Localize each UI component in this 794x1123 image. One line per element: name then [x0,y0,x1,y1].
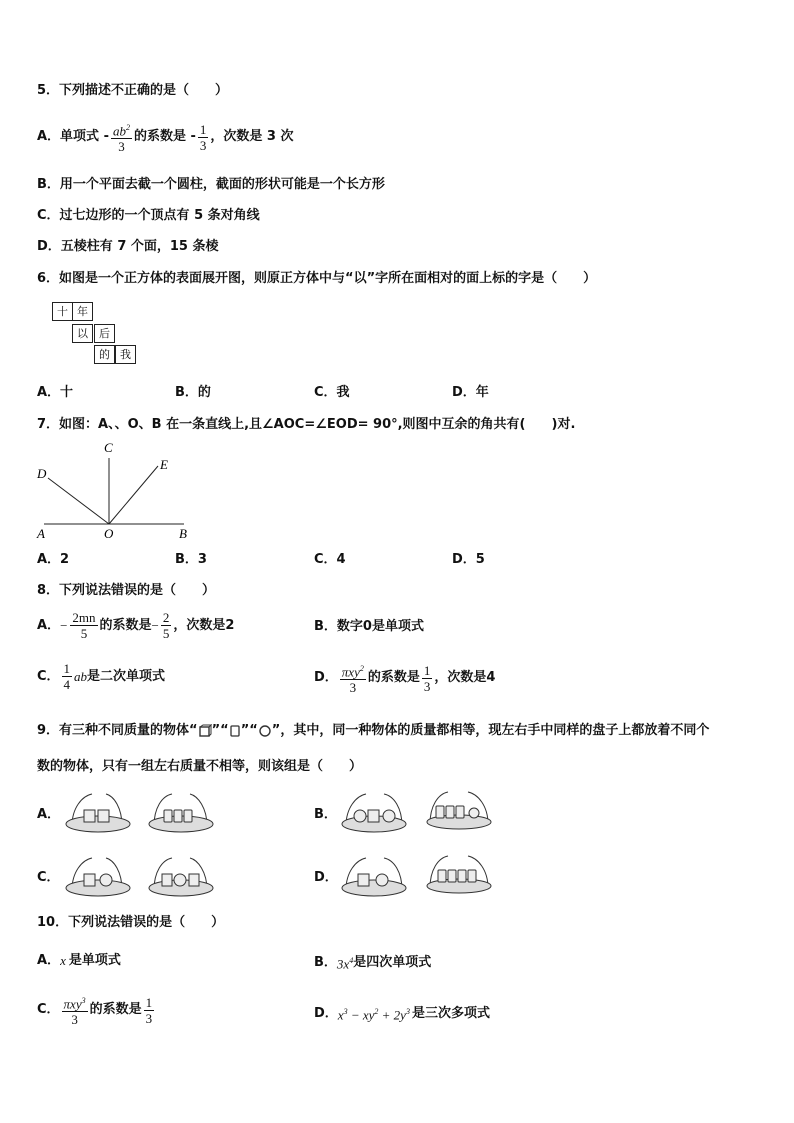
q9-stem-part-a: 9．有三种不同质量的物体“ [37,723,198,738]
q7-stem: 7．如图：A、、O、B 在一条直线上,且∠AOC=∠EOD= 90°,则图中互余的角共有( )对. [37,417,576,432]
q9-stem-part-c: ”“ [240,723,258,738]
q10-c-frac-sup: 3 [81,996,86,1005]
q8-a-frac-num: 2mn [72,610,96,625]
option-a-plates-image [62,788,224,840]
q5-a-frac-sup: 2 [125,123,130,132]
q10-c-label: C． [37,1002,60,1018]
q5-a-frac2-num: 1 [199,121,207,137]
q10-b-expr-base: 3x [336,956,350,972]
net-cell-4: 后 [94,324,115,343]
q8-a-frac-den: 5 [80,626,88,641]
q9-option-b-label: B． [314,807,337,822]
q10-option-a [37,952,121,970]
q10-d-sup2: 2 [374,1007,379,1016]
q8-option-b: B．数字0是单项式 [314,619,424,634]
q10-d-label: D． [314,1005,338,1021]
net-cell-6: 我 [115,345,136,364]
ray-OD [48,478,109,524]
ray-OE [109,466,158,524]
q8-a-fraction2 [161,610,172,641]
q10-a-tail: 是单项式 [68,953,121,968]
q8-a-fraction [70,610,97,641]
label-B: B [179,526,187,541]
q8-a-frac2-num: 2 [162,610,170,625]
q5-a-fraction2 [198,122,209,153]
q8-d-frac-num: πxy [341,664,360,680]
q9-stem-part-b: ”“ [211,723,229,738]
q5-a-frac-den: 3 [118,139,125,155]
q10-d-expr-part1: x [337,1007,344,1023]
q10-c-fraction2 [144,995,155,1026]
ball-object-icon [258,724,272,738]
cylinder-object-icon [229,724,241,738]
q10-a-var: x [60,953,66,968]
q5-a-fraction [111,120,132,154]
q9-option-d-label: D． [314,870,338,885]
label-D: D [37,466,47,481]
q6-option-b: B．的 [175,385,211,400]
q8-c-frac-num: 1 [63,661,71,676]
q8-c-label: C． [37,668,60,684]
net-cell-1: 十 [52,302,73,321]
q8-a-label: A． [37,617,61,633]
q9-option-c-label: C． [37,870,60,885]
angle-diagram [34,438,204,542]
q7-option-d: D．5 [452,552,485,567]
q5-a-label: A．单项式 - [37,129,109,145]
q5-a-frac2-den: 3 [199,137,207,153]
q5-option-c: C．过七边形的一个顶点有 5 条对角线 [37,208,260,223]
net-cell-3: 以 [72,324,93,343]
option-c-plates-image [62,852,224,904]
q10-b-label: B． [314,954,337,970]
q6-option-d: D．年 [452,385,489,400]
q10-d-expr-part2: − xy [347,1007,375,1023]
q8-c-tail: 是二次单项式 [87,668,166,684]
q5-option-b: B．用一个平面去截一个圆柱，截面的形状可能是一个长方形 [37,177,385,192]
q8-d-mid: 的系数是 [367,670,420,686]
q10-option-d [314,1003,490,1024]
q7-option-c: C．4 [314,552,346,567]
q9-option-a-label: A． [37,807,61,822]
q8-option-a [37,610,234,641]
label-C: C [104,440,113,455]
q10-b-tail: 是四次单项式 [353,954,432,970]
q8-d-fraction [340,661,366,695]
q8-a-tail: ，次数是2 [173,617,235,633]
q10-option-b [314,952,431,973]
cube-net [52,302,142,366]
q10-b-expr [337,952,353,973]
net-cell-2: 年 [72,302,93,321]
q5-option-a [37,120,294,154]
q8-d-frac-den: 3 [349,680,357,696]
q10-c-mid: 的系数是 [89,1002,142,1018]
q9-stem-part-d: ”，其中，同一种物体的质量都相等，现左右手中同样的盘子上都放着不同个 [271,723,710,738]
q8-d-label: D． [314,670,338,686]
q8-d-tail: ，次数是4 [434,670,496,686]
q9-stem-line2: 数的物体，只有一组左右质量不相等，则该组是（ ） [37,759,363,774]
q10-b-expr-sup: 4 [349,956,354,965]
q10-c-fraction [62,993,88,1027]
q8-d-fraction2 [422,663,433,694]
q10-c-frac-num: πxy [63,996,82,1012]
q10-d-expr-part3: + 2y [378,1007,406,1023]
q10-option-c [37,993,156,1027]
q10-d-sup1: 3 [343,1007,348,1016]
q6-option-a: A．十 [37,385,74,400]
q10-c-frac2-den: 3 [145,1010,153,1026]
q10-d-expr [338,1003,410,1024]
q9-stem-line1 [37,722,709,740]
q8-a-minus2: − [151,617,159,633]
q8-a-minus: − [60,617,68,633]
q8-option-c [37,661,165,692]
option-d-plates-image [338,852,500,904]
q8-d-frac-sup: 2 [359,664,364,673]
label-A: A [37,526,45,541]
q5-stem: 5．下列描述不正确的是（ ） [37,83,229,98]
q8-stem: 8．下列说法错误的是（ ） [37,583,216,598]
q8-c-fraction [62,661,73,692]
q6-option-c: C．我 [314,385,350,400]
q8-c-var: ab [74,668,88,684]
label-E: E [160,457,168,472]
q6-stem: 6．如图是一个正方体的表面展开图，则原正方体中与“以”字所在面相对的面上标的字是（ ） [37,271,597,286]
q10-stem: 10．下列说法错误的是（ ） [37,915,225,930]
q8-a-frac2-den: 5 [162,626,170,641]
label-O: O [104,526,114,541]
q8-a-mid: 的系数是 [99,617,152,633]
q7-option-a: A．2 [37,552,70,567]
q10-a-label: A． [37,953,61,968]
q5-option-d: D．五棱柱有 7 个面，15 条棱 [37,239,219,254]
option-b-plates-image [338,788,500,840]
q8-c-frac-den: 4 [63,677,71,692]
q10-c-frac-den: 3 [71,1012,78,1028]
q10-d-tail: 是三次多项式 [411,1005,490,1021]
q10-d-sup3: 3 [405,1007,410,1016]
q7-option-b: B．3 [175,552,207,567]
q5-a-frac-num: ab [112,123,126,139]
cube-object-icon [198,724,212,738]
q10-c-frac2-num: 1 [145,994,153,1010]
q5-a-mid: 的系数是 - [133,129,196,145]
q8-d-frac2-num: 1 [423,662,431,678]
q8-option-d [314,661,495,695]
net-cell-5: 的 [94,345,115,364]
q5-a-tail: ，次数是 3 次 [210,129,294,145]
q8-d-frac2-den: 3 [423,678,431,694]
